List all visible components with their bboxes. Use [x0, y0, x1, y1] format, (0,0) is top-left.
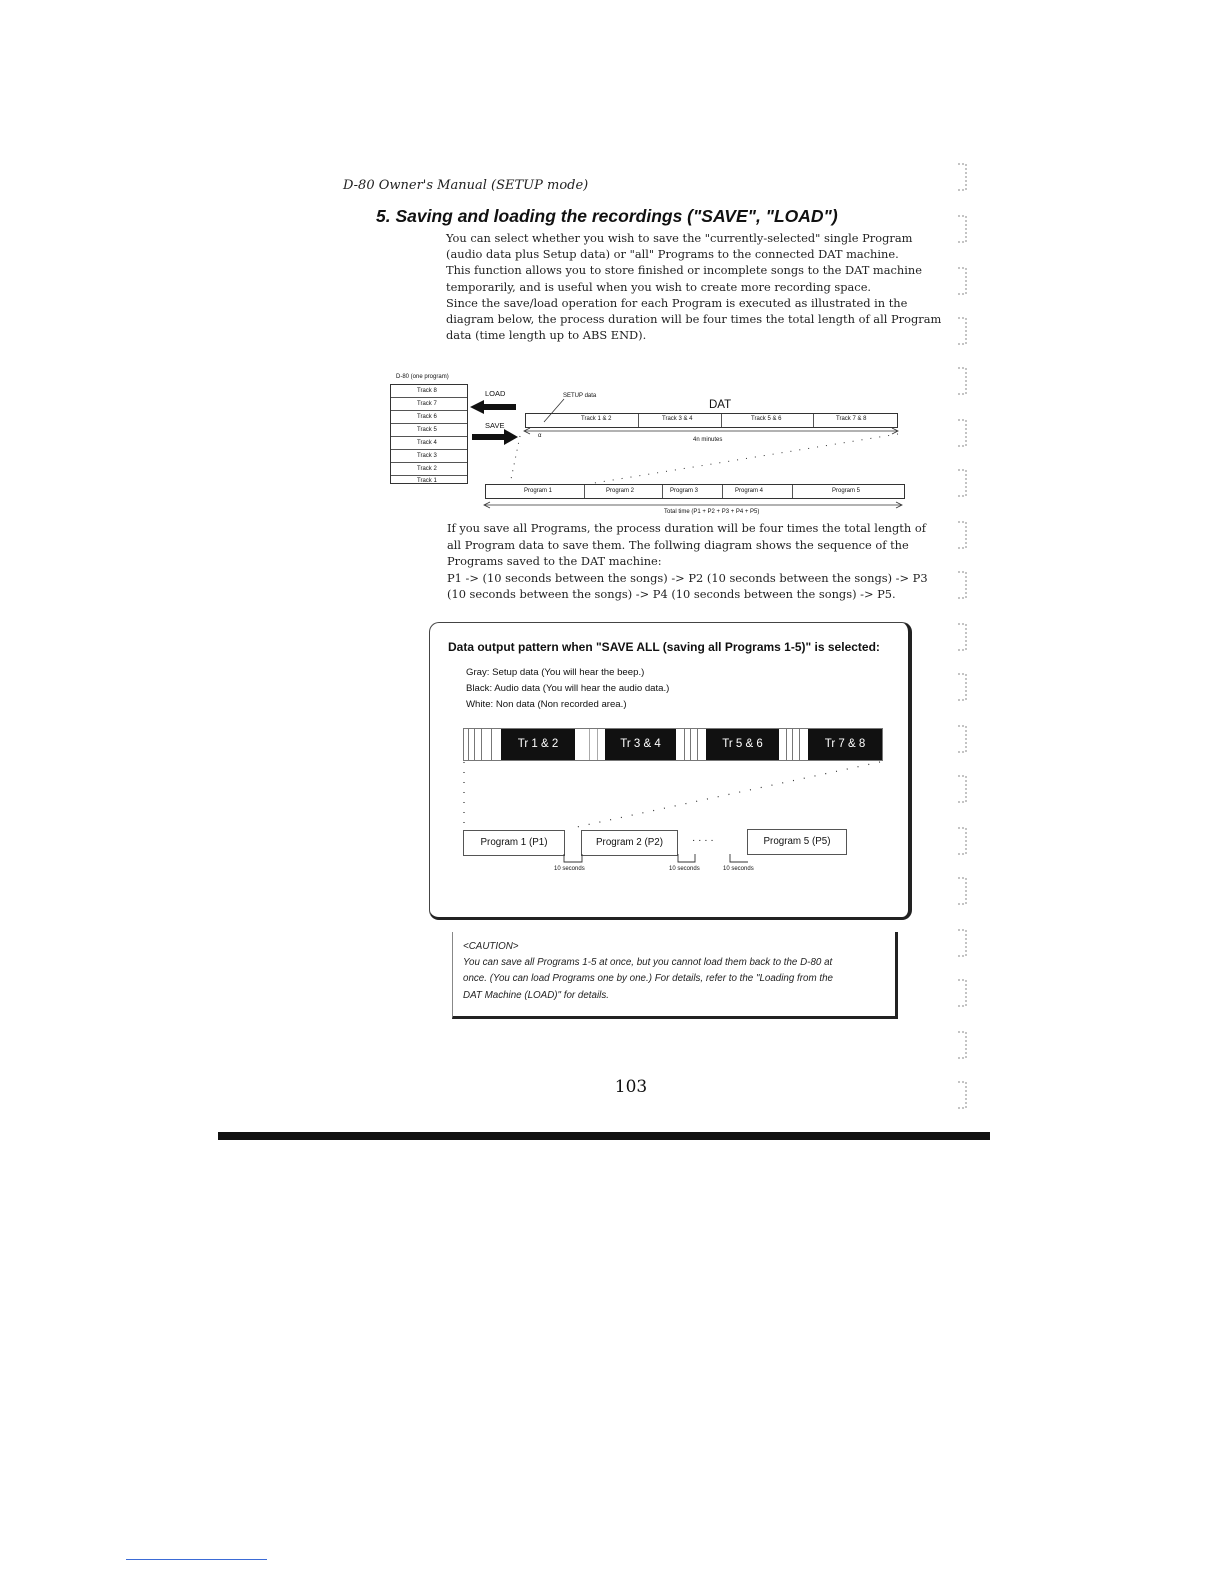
setup-data-label: SETUP data — [563, 393, 597, 399]
intro-line: Since the save/load operation for each Program is executed as illustrated in the — [446, 295, 908, 310]
intro-line: (audio data plus Setup data) or "all" Programs to the connected DAT machine. — [446, 247, 899, 262]
setup-tick — [481, 729, 482, 760]
setup-tick — [597, 729, 598, 760]
segment-tr12: Tr 1 & 2 — [501, 729, 575, 760]
track-cell: Track 4 — [391, 437, 467, 450]
program-box-p5: Program 5 (P5) — [747, 829, 847, 855]
ellipsis: · · · · — [692, 835, 714, 846]
track-cell: Track 8 — [391, 385, 467, 398]
gap-brackets — [560, 852, 760, 866]
intro-paragraph — [446, 230, 941, 343]
setup-tick — [792, 729, 793, 760]
binder-marks — [950, 160, 980, 1120]
pattern-dotted-projection — [460, 760, 886, 832]
setup-tick — [799, 729, 800, 760]
save-label: SAVE — [485, 421, 505, 430]
save-load-diagram — [386, 362, 916, 522]
divider — [662, 485, 663, 498]
gap-label: 10 seconds — [554, 866, 585, 872]
dotted-projection — [482, 426, 902, 488]
divider — [792, 485, 793, 498]
middle-line: If you save all Programs, the process duration will be four times the total length of — [447, 521, 926, 535]
d80-label: D-80 (one program) — [396, 374, 449, 380]
running-header: D-80 Owner's Manual (SETUP mode) — [343, 178, 589, 193]
setup-tick — [468, 729, 469, 760]
caution-line: You can save all Programs 1-5 at once, but you cannot load them back to the D-80 at — [463, 957, 833, 968]
caution-heading: <CAUTION> — [463, 941, 519, 952]
alpha-label: α — [538, 433, 542, 439]
tape-bar — [463, 728, 883, 761]
middle-line: Programs saved to the DAT machine: — [447, 554, 662, 569]
track-cell: Track 6 — [391, 411, 467, 424]
setup-tick — [474, 729, 475, 760]
load-label: LOAD — [485, 389, 506, 398]
setup-tick — [697, 729, 698, 760]
middle-paragraph — [447, 520, 928, 603]
segment-tr78: Tr 7 & 8 — [808, 729, 882, 760]
dat-segment: Track 5 & 6 — [751, 416, 782, 422]
program-cell: Program 1 — [524, 488, 553, 494]
track-cell: Track 2 — [391, 463, 467, 476]
section-title: 5. Saving and loading the recordings ("SAVE", "LOAD") — [376, 206, 838, 226]
dat-label: DAT — [709, 399, 732, 411]
output-pattern-title: Data output pattern when "SAVE ALL (saving all Programs 1-5)" is selected: — [448, 640, 880, 654]
program-box-p1: Program 1 (P1) — [463, 830, 565, 856]
track-cell: Track 5 — [391, 424, 467, 437]
load-arrow-icon — [470, 400, 518, 414]
segment-tr34: Tr 3 & 4 — [605, 729, 676, 760]
program-cell: Program 5 — [832, 488, 861, 494]
dat-segment: Track 3 & 4 — [662, 416, 693, 422]
program-cell: Program 2 — [606, 488, 635, 494]
setup-tick — [491, 729, 492, 760]
track-cell: Track 7 — [391, 398, 467, 411]
segment-tr56: Tr 5 & 6 — [706, 729, 779, 760]
setup-tick — [684, 729, 685, 760]
intro-line: You can select whether you wish to save the "currently-selected" single Program — [446, 231, 913, 245]
middle-line: P1 -> (10 seconds between the songs) -> P2 (10 seconds between the songs) -> P3 — [447, 570, 928, 585]
intro-line: diagram below, the process duration will be four times the total length of all Program — [446, 312, 942, 327]
program-cell: Program 3 — [670, 488, 699, 494]
legend-black: Black: Audio data (You will hear the audio data.) — [466, 683, 670, 694]
legend-white: White: Non data (Non recorded area.) — [466, 699, 627, 710]
caution-line: DAT Machine (LOAD)" for details. — [463, 990, 609, 1001]
program-cell: Program 4 — [735, 488, 764, 494]
bottom-rule — [218, 1132, 990, 1140]
intro-line: data (time length up to ABS END). — [446, 328, 647, 343]
track-cell: Track 1 — [417, 478, 437, 484]
duration-label: 4n minutes — [693, 437, 723, 443]
link-underline — [126, 1559, 267, 1560]
divider — [584, 485, 585, 498]
middle-line: all Program data to save them. The follwing diagram shows the sequence of the — [447, 537, 909, 552]
gap-label: 10 seconds — [723, 866, 754, 872]
track-stack — [390, 384, 468, 484]
setup-tick — [589, 729, 590, 760]
dat-segment: Track 7 & 8 — [836, 416, 867, 422]
program-box-p2: Program 2 (P2) — [581, 830, 678, 856]
total-time-label: Total time (P1 + P2 + P3 + P4 + P5) — [664, 509, 760, 515]
dat-segment: Track 1 & 2 — [581, 416, 612, 422]
setup-tick — [786, 729, 787, 760]
legend-gray: Gray: Setup data (You will hear the beep.) — [466, 667, 645, 678]
gap-label: 10 seconds — [669, 866, 700, 872]
intro-line: This function allows you to store finished or incomplete songs to the DAT machine — [446, 263, 922, 278]
program-strip — [485, 484, 905, 499]
middle-line: (10 seconds between the songs) -> P4 (10 seconds between the songs) -> P5. — [447, 587, 896, 602]
intro-line: temporarily, and is useful when you wish to create more recording space. — [446, 279, 872, 294]
page-number: 103 — [614, 1077, 648, 1097]
caution-line: once. (You can load Programs one by one.) For details, refer to the "Loading from the — [463, 973, 833, 984]
setup-tick — [690, 729, 691, 760]
track-cell: Track 3 — [391, 450, 467, 463]
divider — [722, 485, 723, 498]
